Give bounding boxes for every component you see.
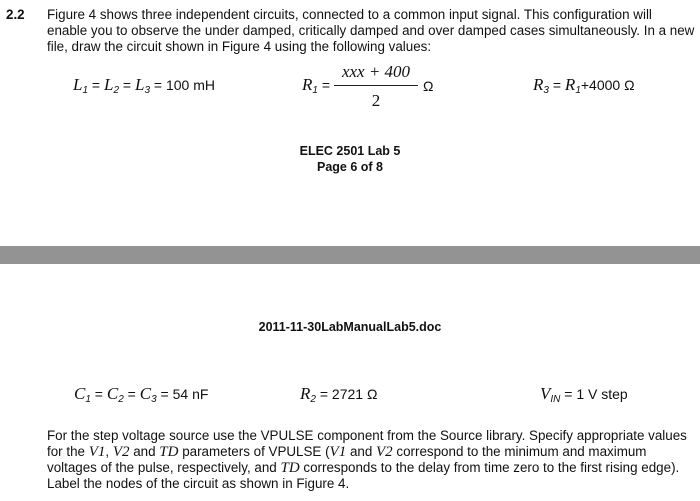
footer-page: Page 6 of 8 bbox=[317, 160, 383, 174]
vin-equation: $V_{IN} = 1$ V step bbox=[540, 384, 628, 405]
r3-equation: $R_3 = R_1+4000$ Ω bbox=[533, 75, 635, 96]
footer bbox=[250, 143, 450, 175]
footer-course: ELEC 2501 Lab 5 bbox=[299, 144, 401, 158]
capacitor-equation: $C_1 = C_2 = C_3 = 54$ nF bbox=[74, 384, 209, 405]
r1-unit: Ω bbox=[423, 78, 434, 94]
r1-denominator: 2 bbox=[371, 91, 381, 110]
inductor-equation: $L_1 = L_2 = L_3 = 100$ mH bbox=[73, 75, 216, 96]
section-number: 2.2 bbox=[6, 7, 25, 22]
r1-fraction bbox=[334, 62, 418, 112]
r1-numerator: xxx + 400 bbox=[334, 62, 418, 86]
r1-label: $R_1$ = bbox=[302, 75, 331, 96]
r2-equation: $R_2 = 2721$ Ω bbox=[300, 384, 378, 405]
page-break-band bbox=[0, 246, 700, 264]
doc-filename: 2011-11-30LabManualLab5.doc bbox=[258, 320, 442, 334]
vpulse-paragraph: For the step voltage source use the VPULSE component from the Source library. Specify appropriate values for the V1, V2 and TD parameters of VPULSE (V1 and V2 correspond to the minimum and maximum voltages of the pulse, respectively, and TD corresponds to the delay from time zero to the first rising edge). Label the nodes of the circuit as shown in Figure 4. bbox=[47, 428, 687, 491]
intro-paragraph: Figure 4 shows three independent circuits, connected to a common input signal. This configuration will enable you to observe the under damped, critically damped and over damped cases simultaneously. In a new file, draw the circuit shown in Figure 4 using the following values: bbox=[47, 7, 695, 54]
